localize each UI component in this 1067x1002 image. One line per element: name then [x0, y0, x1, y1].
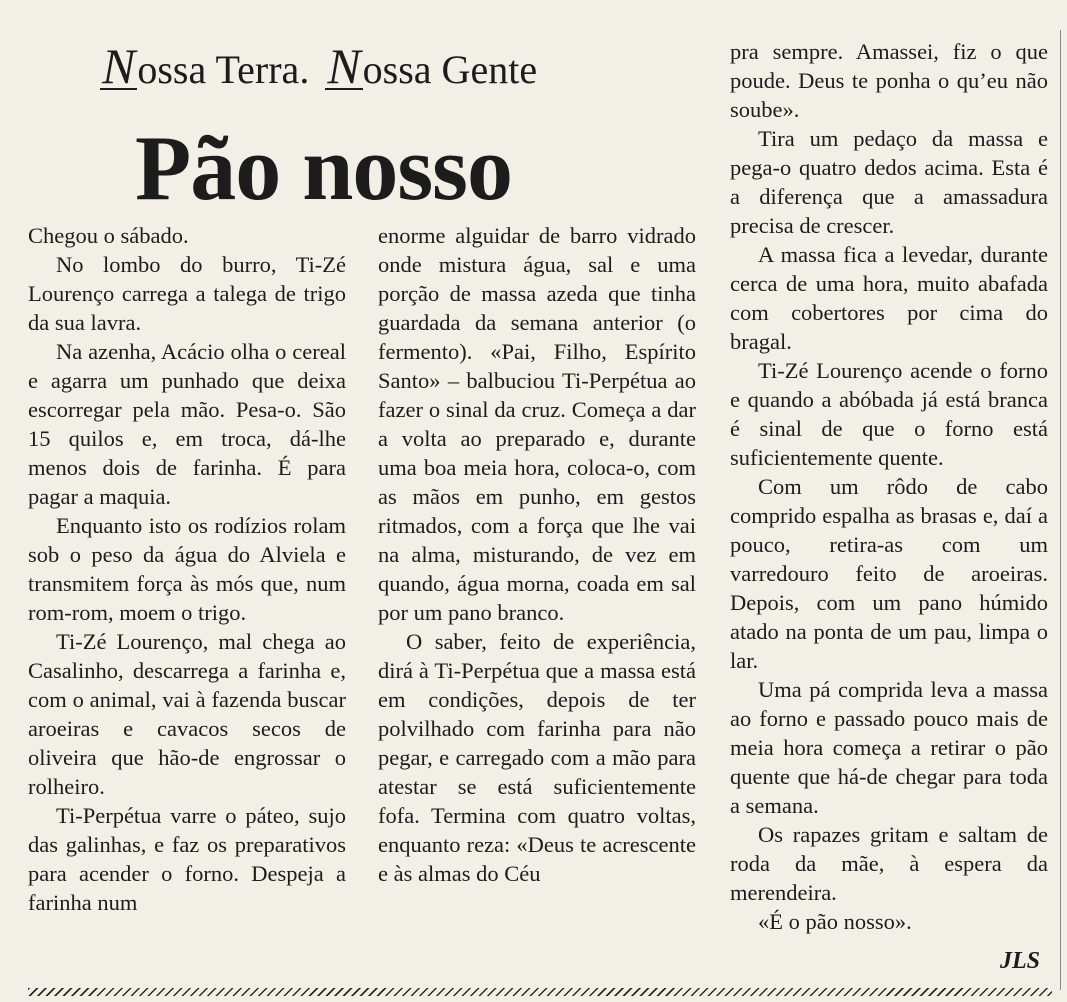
- article-headline: Pão nosso: [135, 117, 512, 219]
- paragraph: O saber, feito de experiência, dirá à Ti-Perpétua que a massa está em condições, depois de ter polvilhado com farinha para não pegar, e carregado com a mão para atestar se está suficientemente fofa. Termina com quatro voltas, enquanto reza: «Deus te acrescente e às almas do Céu: [378, 629, 696, 886]
- paragraph: Uma pá comprida leva a massa ao forno e passado pouco mais de meia hora começa a retirar o pão quente que há-de chegar para toda a semana.: [730, 677, 1048, 818]
- paragraph: Tira um pedaço da massa e pega-o quatro dedos acima. Esta é a diferença que a amassadura precisa de crescer.: [730, 126, 1048, 238]
- article-column-3: [730, 37, 1048, 936]
- article-column-1: [28, 221, 346, 917]
- bottom-border-rule: [28, 988, 1052, 996]
- section-title-word-1: ossa Terra.: [137, 47, 310, 92]
- paragraph: A massa fica a levedar, durante cerca de uma hora, muito abafada com cobertores por cima do bragal.: [730, 242, 1048, 354]
- paragraph: Na azenha, Acácio olha o cereal e agarra um punhado que deixa escorregar pela mão. Pesa-o. São 15 quilos e, em troca, dá-lhe menos dois de farinha. É para pagar a maquia.: [28, 339, 346, 509]
- paragraph: Com um rôdo de cabo comprido espalha as brasas e, daí a pouco, retira-as com um varredouro feito de aroeiras. Depois, com um pano húmido atado na ponta de um pau, limpa o lar.: [730, 474, 1048, 673]
- paragraph: Ti-Zé Lourenço, mal chega ao Casalinho, descarrega a farinha e, com o animal, vai à fazenda buscar aroeiras e cavacos secos de oliveira que hão-de engrossar o rolheiro.: [28, 629, 346, 799]
- paragraph: pra sempre. Amassei, fiz o que poude. Deus te ponha o qu’eu não soube».: [730, 39, 1048, 122]
- section-title-word-2: ossa Gente: [362, 47, 538, 92]
- paragraph: No lombo do burro, Ti-Zé Lourenço carrega a talega de trigo da sua lavra.: [28, 252, 346, 335]
- right-column-rule: [1060, 30, 1061, 990]
- paragraph: Os rapazes gritam e saltam de roda da mãe, à espera da merendeira.: [730, 822, 1048, 905]
- article-column-2: [378, 221, 696, 888]
- author-signature: JLS: [1000, 948, 1041, 974]
- paragraph: enorme alguidar de barro vidrado onde mistura água, sal e uma porção de massa azeda que tinha guardada da semana anterior (o fermento). «Pai, Filho, Espírito Santo» – balbuciou Ti-Perpétua ao fazer o sinal da cruz. Começa a dar a volta ao preparado e, durante uma boa meia hora, coloca-o, com as mãos em punho, em gestos ritmados, com a força que lhe vai na alma, misturando, de vez em quando, água morna, coada em sal por um pano branco.: [378, 223, 696, 625]
- section-title: [100, 38, 640, 95]
- section-title-initial-1: N: [102, 38, 136, 94]
- paragraph: Ti-Zé Lourenço acende o forno e quando a abóbada já está branca é sinal de que o forno está suficientemente quente.: [730, 358, 1048, 470]
- paragraph: «É o pão nosso».: [758, 909, 912, 934]
- paragraph: Enquanto isto os rodízios rolam sob o peso da água do Alviela e transmitem força às mós que, num rom-rom, moem o trigo.: [28, 513, 346, 625]
- paragraph: Chegou o sábado.: [28, 223, 189, 248]
- paragraph: Ti-Perpétua varre o páteo, sujo das galinhas, e faz os preparativos para acender o forno. Despeja a farinha num: [28, 803, 346, 915]
- section-title-initial-2: N: [327, 38, 361, 94]
